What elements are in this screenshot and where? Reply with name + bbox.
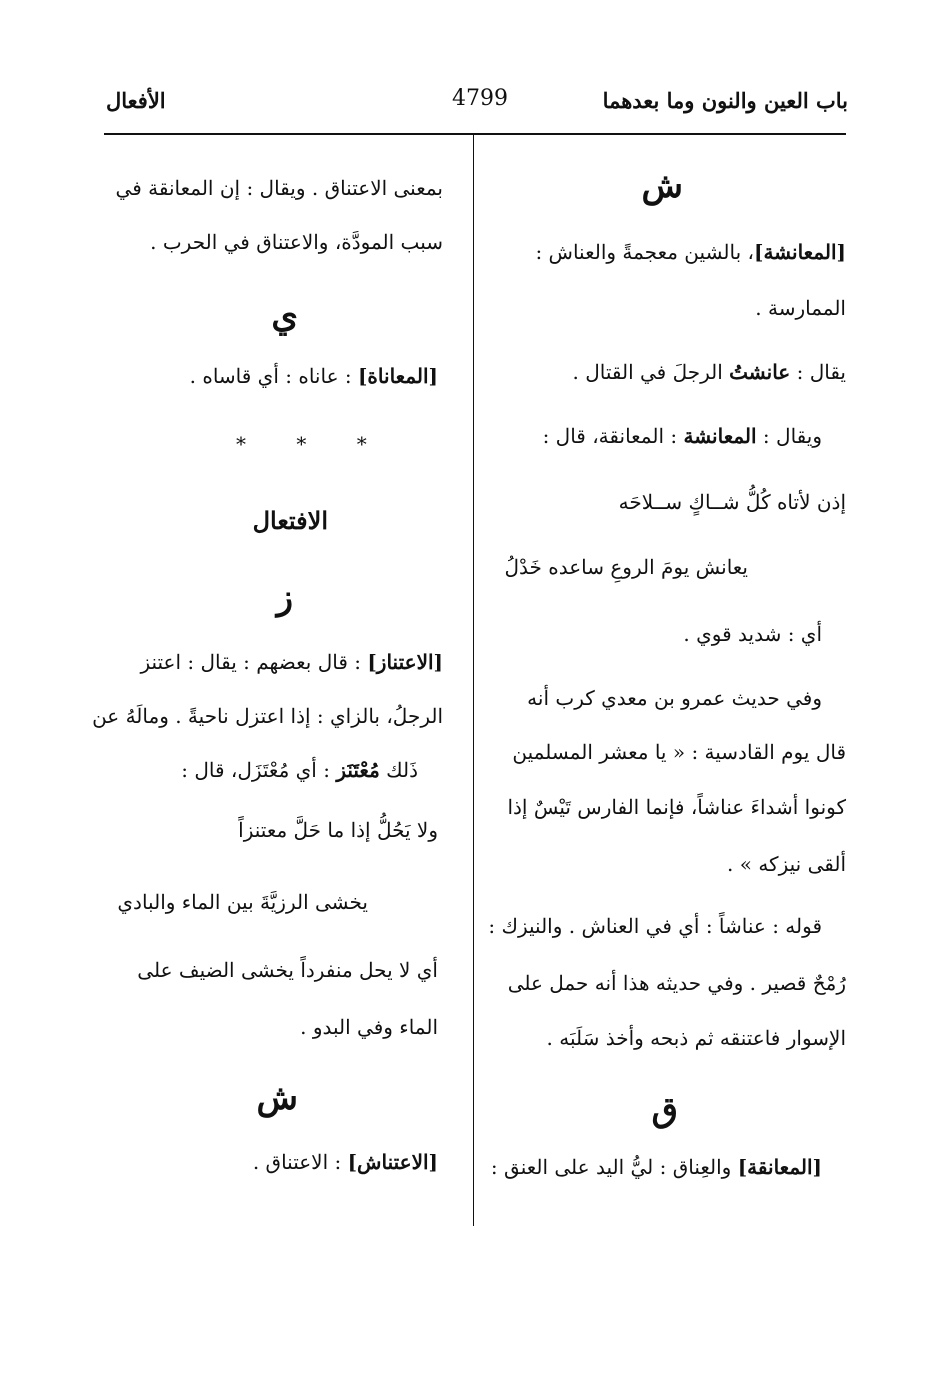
text-line: [الاعتناش] : الاعتناق .	[252, 1150, 438, 1174]
text-line: يقال : عانشتُ الرجلَ في القتال .	[572, 360, 846, 384]
text-line: [الاعتناز] : قال بعضهم : يقال : اعتنز	[140, 650, 443, 674]
text-line: كونوا أشداءَ عناشاً، فإنما الفارس تَيْسٌ إذا	[507, 795, 846, 819]
entry-term: [الاعتناش]	[347, 1150, 438, 1174]
entry-term: مُعْتَنَز	[336, 758, 380, 782]
text-line: الرجلُ، بالزاي : إذا اعتزل ناحيةً . ومالَهُ عن	[92, 704, 443, 728]
letter-heading: ش	[641, 166, 683, 206]
text-line: ألقى نيزكه » .	[727, 852, 846, 876]
text-line: ذَلك مُعْتَنَز : أي مُعْتَزَل، قال :	[181, 758, 418, 782]
text-line: [المعانقة] والعِناق : ليُّ اليد على العنق :	[490, 1155, 822, 1179]
verse-line: يعانش يومَ الروعِ ساعده خَدْلُ	[504, 555, 748, 579]
entry-term: [المعانقة]	[737, 1155, 822, 1179]
entry-term: عانشتُ	[729, 360, 791, 384]
text-line: الماء وفي البدو .	[300, 1015, 438, 1039]
text-line: [المعانشة]، بالشين معجمةً والعناش :	[535, 240, 846, 264]
text-line: الإسوار فاعتنقه ثم ذبحه وأخذ سَلَبَه .	[546, 1026, 846, 1050]
text-line: رُمْحٌ قصير . وفي حديثه هذا أنه حمل على	[507, 971, 846, 995]
text-line: [المعاناة] : عاناه : أي قاساه .	[189, 364, 438, 388]
text-line: قال يوم القادسية : « يا معشر المسلمين	[512, 740, 846, 764]
verse-line: إذن لأتاه كُلُّ شــاكٍ ســلاحَه	[618, 490, 846, 514]
text-line: أي لا يحل منفرداً يخشى الضيف على	[137, 958, 438, 982]
running-header-left: الأفعال	[106, 88, 166, 113]
entry-term: [الاعتناز]	[367, 650, 443, 674]
text-line: سبب المودَّة، والاعتناق في الحرب .	[150, 230, 443, 254]
section-title: الافتعال	[252, 506, 328, 535]
letter-heading: ي	[271, 296, 298, 336]
entry-term: [المعانشة]	[753, 240, 846, 264]
running-header-right: باب العين والنون وما بعدهما	[602, 88, 848, 113]
verse-line: يخشى الرزيَّةَ بين الماء والبادي	[117, 890, 368, 914]
entry-term: [المعاناة]	[357, 364, 438, 388]
letter-heading: ز	[276, 578, 293, 618]
page-number: 4799	[452, 86, 508, 111]
text-line: ويقال : المعانشة : المعانقة، قال :	[542, 424, 822, 448]
letter-heading: ش	[256, 1078, 298, 1118]
text-line: بمعنى الاعتناق . ويقال : إن المعانقة في	[115, 176, 443, 200]
text-line: قوله : عناشاً : أي في العناش . والنيزك :	[488, 914, 822, 938]
text-line: أي : شديد قوي .	[683, 622, 822, 646]
text-line: الممارسة .	[755, 296, 846, 320]
header-rule	[104, 133, 846, 135]
verse-line: ولا يَحُلُّ إذا ما حَلَّ معتنزاً	[238, 818, 438, 842]
text-line: وفي حديث عمرو بن معدي كرب أنه	[527, 686, 822, 710]
letter-heading: ق	[651, 1090, 678, 1130]
entry-term: المعانشة	[683, 424, 757, 448]
separator-stars: * * *	[236, 432, 389, 456]
column-divider	[473, 134, 474, 1226]
